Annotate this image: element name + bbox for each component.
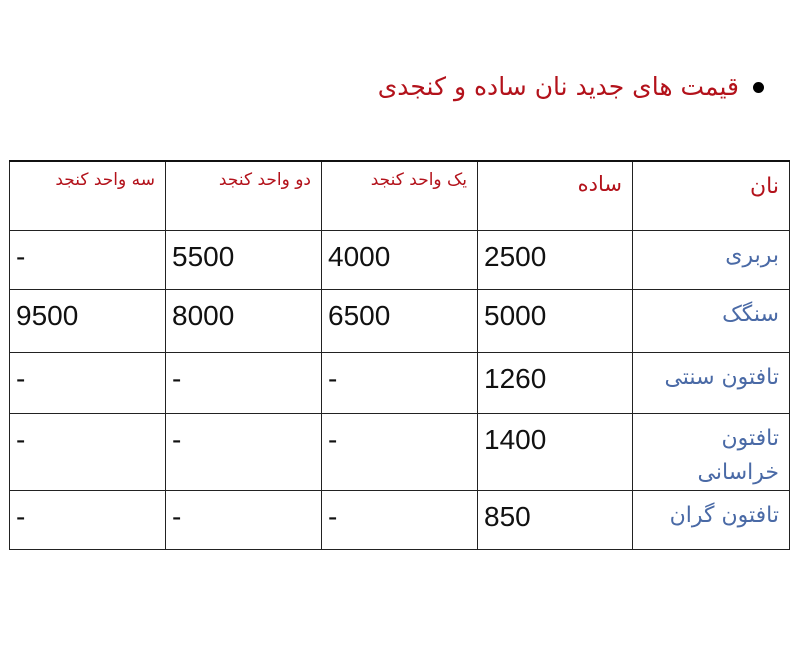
price-three-sesame-cell: - [10, 231, 166, 290]
table-row [10, 353, 790, 414]
price-plain-cell: 850 [478, 491, 633, 550]
price-one-sesame-cell: - [322, 414, 478, 491]
price-one-sesame-cell: - [322, 491, 478, 550]
header-plain: ساده [478, 161, 633, 231]
title-row [378, 70, 764, 104]
header-one-sesame: یک واحد کنجد [322, 161, 478, 231]
price-one-sesame-cell: - [322, 353, 478, 414]
bread-name-cell: بربری [633, 231, 790, 290]
bread-name-cell: تافتون سنتی [633, 353, 790, 414]
bread-name-cell: سنگک [633, 290, 790, 353]
price-plain-cell: 1260 [478, 353, 633, 414]
price-two-sesame-cell: - [166, 353, 322, 414]
header-bread: نان [633, 161, 790, 231]
price-plain-cell: 1400 [478, 414, 633, 491]
price-three-sesame-cell: - [10, 414, 166, 491]
price-two-sesame-cell: - [166, 414, 322, 491]
bullet-icon [753, 82, 764, 93]
price-table [9, 160, 790, 550]
price-plain-cell: 5000 [478, 290, 633, 353]
price-three-sesame-cell: - [10, 353, 166, 414]
price-two-sesame-cell: 5500 [166, 231, 322, 290]
table-row [10, 414, 790, 491]
header-two-sesame: دو واحد کنجد [166, 161, 322, 231]
bread-name-cell: تافتون گران [633, 491, 790, 550]
price-three-sesame-cell: 9500 [10, 290, 166, 353]
table-row [10, 231, 790, 290]
table-row [10, 290, 790, 353]
price-two-sesame-cell: 8000 [166, 290, 322, 353]
bread-name-cell: تافتون خراسانی [633, 414, 790, 491]
table-header-row [10, 161, 790, 231]
price-plain-cell: 2500 [478, 231, 633, 290]
header-three-sesame: سه واحد کنجد [10, 161, 166, 231]
price-three-sesame-cell: - [10, 491, 166, 550]
page-title: قیمت های جدید نان ساده و کنجدی [377, 72, 739, 101]
price-one-sesame-cell: 4000 [322, 231, 478, 290]
table-row [10, 491, 790, 550]
price-one-sesame-cell: 6500 [322, 290, 478, 353]
price-two-sesame-cell: - [166, 491, 322, 550]
